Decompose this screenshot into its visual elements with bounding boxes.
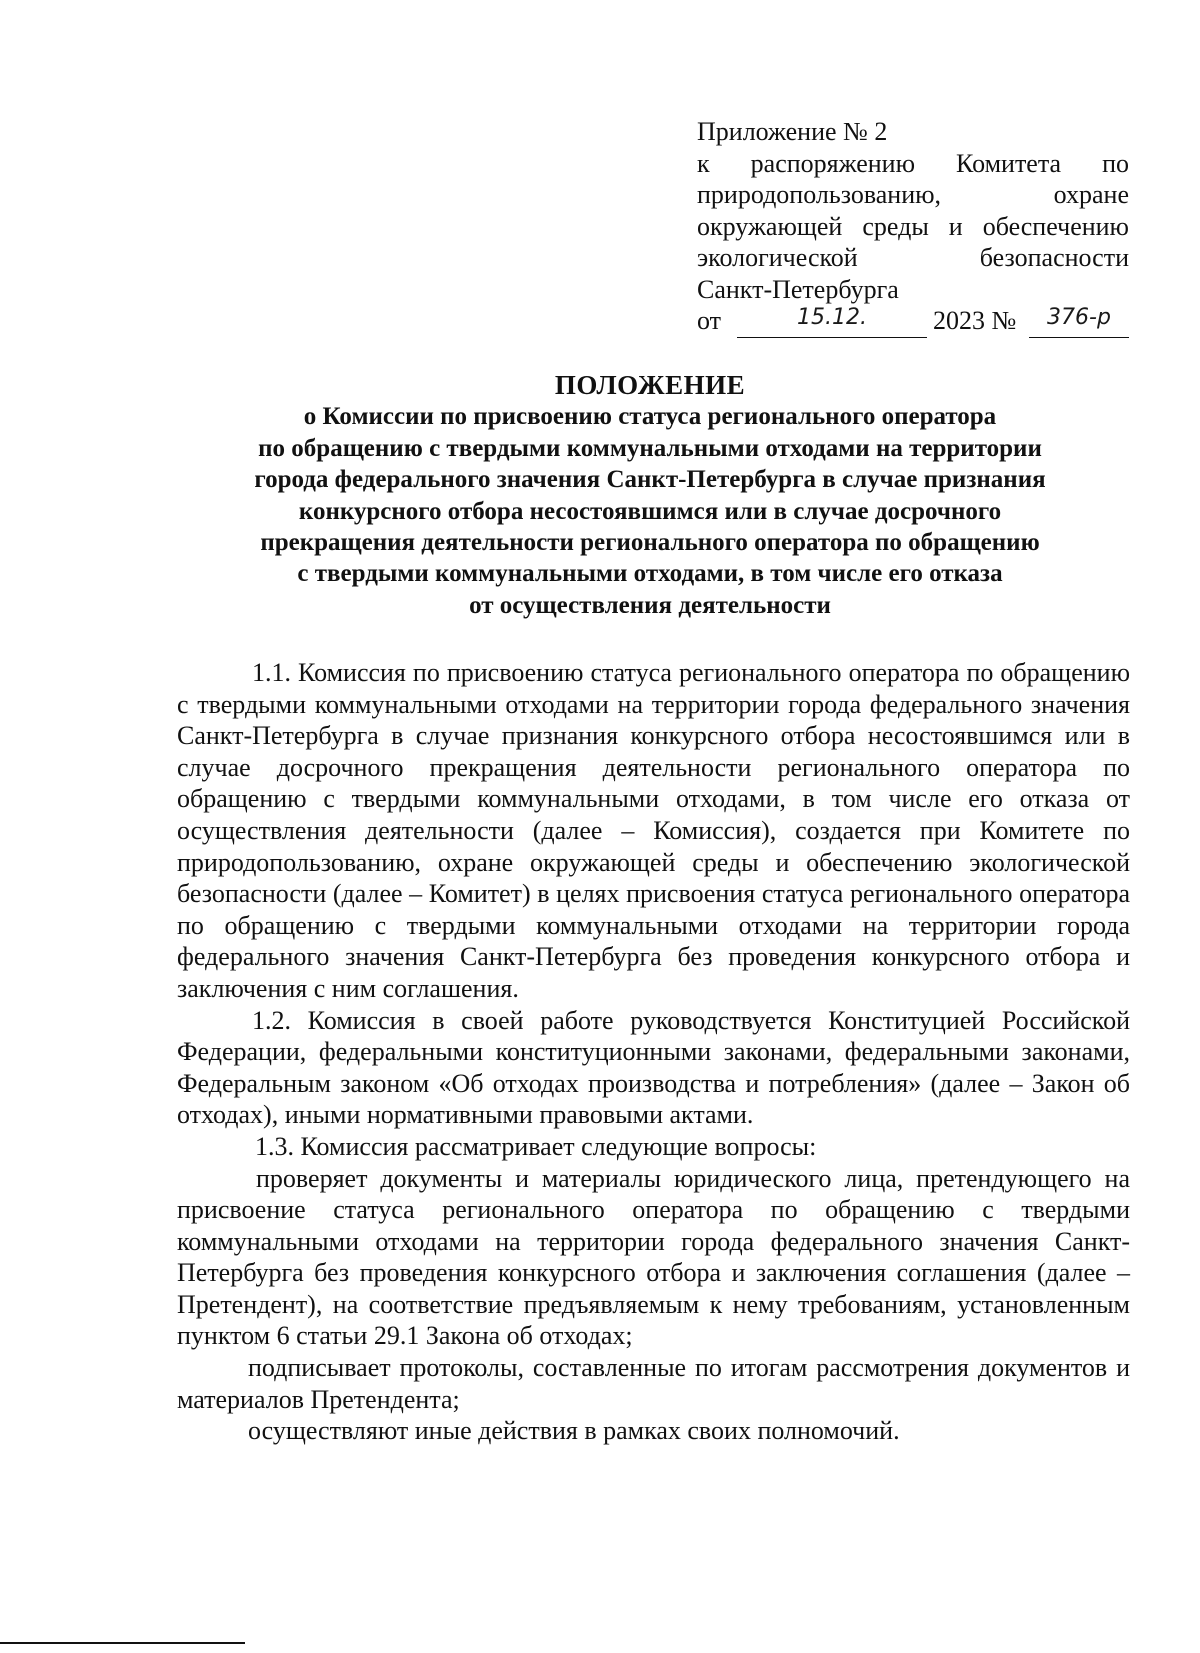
appendix-line-3: окружающей среды и обеспечению bbox=[697, 211, 1129, 241]
title-heading: ПОЛОЖЕНИЕ bbox=[554, 370, 746, 400]
paragraph-1-3: 1.3. Комиссия рассматривает следующие вопросы: bbox=[255, 1131, 817, 1161]
title-line: по обращению с твердыми коммунальными отходами на территории bbox=[258, 434, 1042, 462]
document-body bbox=[177, 657, 1130, 1447]
paragraph-1-1: 1.1. Комиссия по присвоению статуса регионального оператора по обращению с твердыми коммунальными отходами на территории города федерального значения Санкт-Петербурга в случае признания конкурсного отбора несостоявшимся или в случае досрочного прекращения деятельности регионального оператора по обращению с твердыми коммунальными отходами, в том числе его отказа от осуществления деятельности (далее – Комиссия), создается при Комитете по природопользованию, охране окружающей среды и обеспечению экологической безопасности (далее – Комитет) в целях присвоения статуса регионального оператора по обращению с твердыми коммунальными отходами на территории города федерального значения Санкт-Петербурга без проведения конкурсного отбора и заключения с ним соглашения. bbox=[177, 658, 1130, 1003]
title-line: города федерального значения Санкт-Петербурга в случае признания bbox=[254, 466, 1046, 494]
handwritten-date: 15.12. bbox=[737, 305, 927, 338]
paragraph-1-3-item-check: проверяет документы и материалы юридического лица, претендующего на присвоение статуса регионального оператора по обращению с твердыми коммунальными отходами на территории города федерального значения Санкт-Петербурга без проведения конкурсного отбора и заключения соглашения (далее – Претендент), на соответствие предъявляемым к нему требованиям, установленным пунктом 6 статьи 29.1 Закона об отходах; bbox=[177, 1163, 1130, 1351]
paragraph-1-2: 1.2. Комиссия в своей работе руководствуется Конституцией Российской Федерации, федеральными конституционными законами, федеральными законами, Федеральным законом «Об отходах производства и потребления» (далее – Закон об отходах), иными нормативными правовыми актами. bbox=[177, 1005, 1130, 1130]
title-line: с твердыми коммунальными отходами, в том числе его отказа bbox=[297, 560, 1003, 588]
paragraph-1-3-item-other: осуществляют иные действия в рамках своих полномочий. bbox=[248, 1416, 900, 1446]
appendix-line-2: природопользованию, охране bbox=[697, 180, 1129, 209]
title-line: о Комиссии по присвоению статуса регионального оператора bbox=[303, 403, 997, 431]
title-line: от осуществления деятельности bbox=[469, 591, 831, 619]
appendix-date-line bbox=[697, 305, 1129, 337]
date-prefix: от bbox=[697, 306, 722, 335]
paragraph-1-3-item-sign: подписывает протоколы, составленные по итогам рассмотрения документов и материалов Претендента; bbox=[177, 1353, 1130, 1414]
title-line: прекращения деятельности регионального оператора по обращению bbox=[260, 529, 1040, 557]
appendix-line-5: Санкт-Петербурга bbox=[697, 274, 899, 304]
appendix-block bbox=[697, 116, 1129, 337]
appendix-line-1: к распоряжению Комитета по bbox=[697, 148, 1129, 178]
document-title bbox=[150, 370, 1150, 621]
year-label: 2023 № bbox=[933, 306, 1017, 335]
appendix-line-4: экологической безопасности bbox=[697, 243, 1129, 272]
title-line: конкурсного отбора несостоявшимся или в случае досрочного bbox=[298, 497, 1002, 525]
appendix-number: Приложение № 2 bbox=[697, 117, 888, 146]
footnote-divider bbox=[0, 1642, 245, 1644]
handwritten-doc-number: 376-р bbox=[1029, 305, 1129, 338]
